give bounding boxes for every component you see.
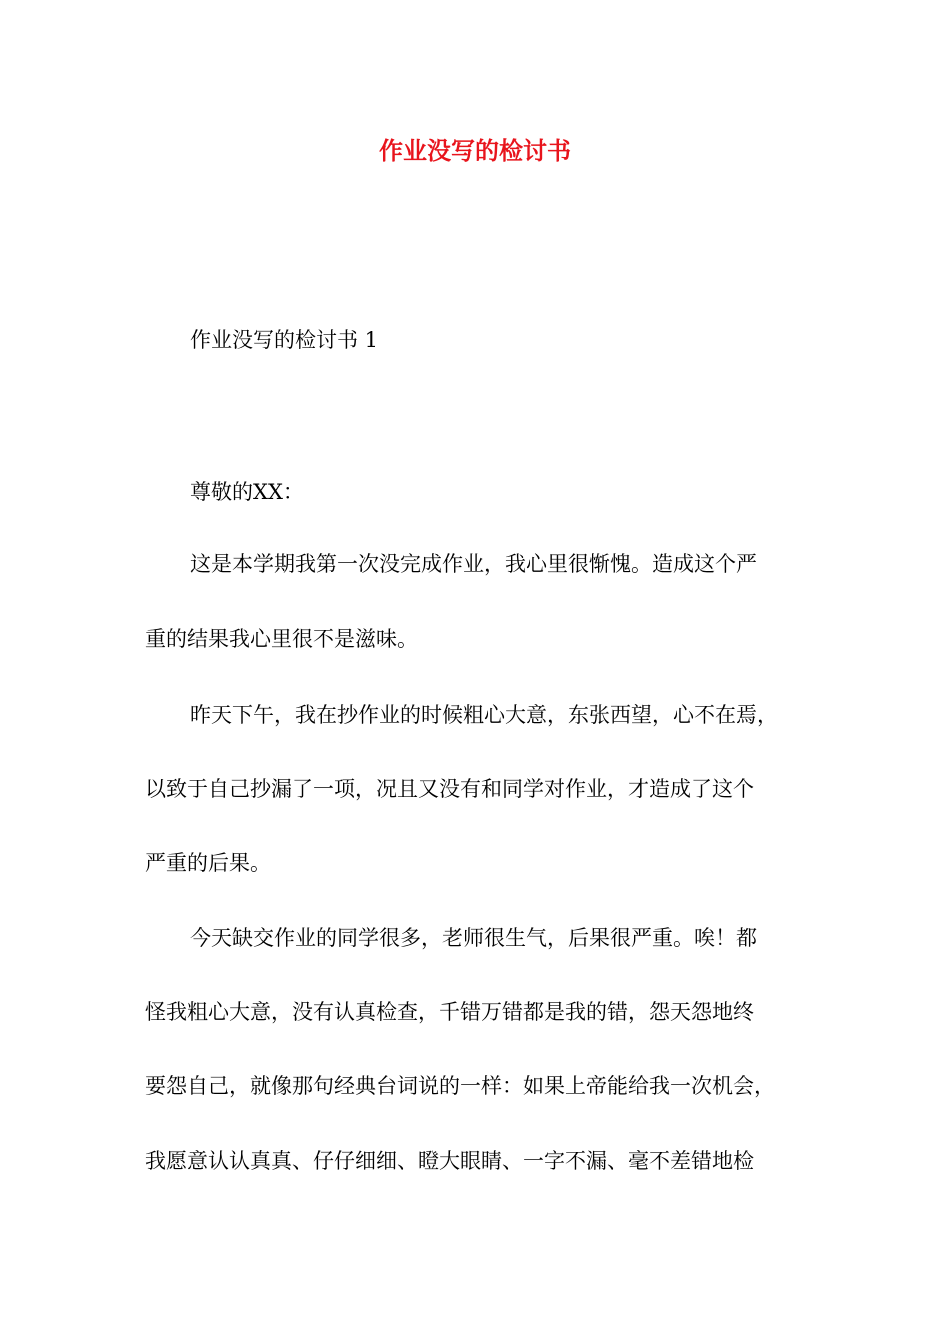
paragraph-3-line-3: 要怨自己，就像那句经典台词说的一样：如果上帝能给我一次机会，: [145, 1074, 775, 1098]
paragraph-2-line-3: 严重的后果。: [145, 851, 271, 875]
paragraph-2-line-2: 以致于自己抄漏了一项，况且又没有和同学对作业，才造成了这个: [145, 777, 754, 801]
paragraph-1-line-1: 这是本学期我第一次没完成作业，我心里很惭愧。造成这个严: [190, 552, 757, 576]
document-title: 作业没写的检讨书: [379, 136, 571, 165]
paragraph-3-line-1: 今天缺交作业的同学很多，老师很生气，后果很严重。唉！都: [190, 926, 757, 950]
paragraph-3-line-2: 怪我粗心大意，没有认真检查，千错万错都是我的错，怨天怨地终: [145, 1000, 754, 1024]
paragraph-1-line-2: 重的结果我心里很不是滋味。: [145, 627, 418, 651]
paragraph-2-line-1: 昨天下午，我在抄作业的时候粗心大意，东张西望，心不在焉，: [190, 703, 778, 727]
salutation: 尊敬的XX：: [190, 480, 304, 504]
paragraph-3-line-4: 我愿意认认真真、仔仔细细、瞪大眼睛、一字不漏、毫不差错地检: [145, 1149, 754, 1173]
section-heading: 作业没写的检讨书 1: [190, 328, 379, 352]
